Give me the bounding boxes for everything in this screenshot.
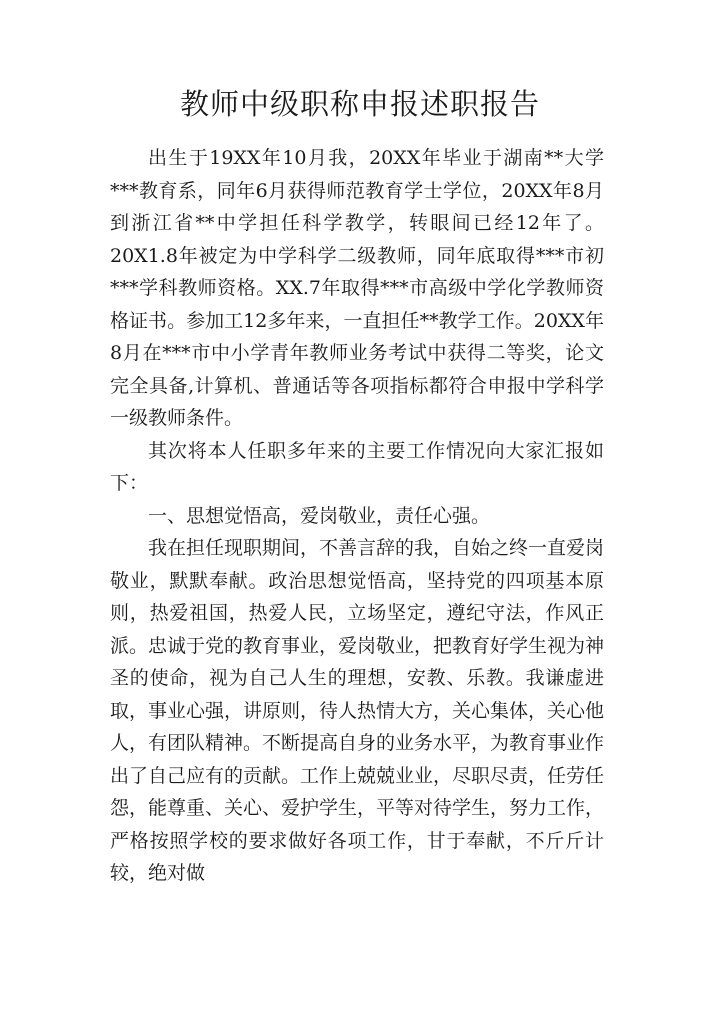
paragraph-background: 出生于19XX年10月我，20XX年毕业于湖南**大学***教育系，同年6月获得师范教育学士学位，20XX年8月到浙江省**中学担任科学教学，转眼间已经12年了。20X1.8年被定为中学科学二级教师，同年底取得***市初***学科教师资格。XX.7年取得***市高级中学化学教师资格证书。参加工12多年来，一直担任**教学工作。20XX年8月在***市中小学青年教师业务考试中获得二等奖，论文完全具备,计算机、普通话等各项指标都符合申报中学科学一级教师条件。 (110, 147, 604, 429)
paragraph-intro: 其次将本人任职多年来的主要工作情况向大家汇报如下： (110, 439, 604, 494)
section-heading-1: 一、思想觉悟高，爱岗敬业，责任心强。 (148, 504, 491, 527)
document-title: 教师中级职称申报述职报告 (179, 87, 540, 121)
document-body (110, 142, 604, 890)
paragraph-section-1: 我在担任现职期间，不善言辞的我，自始之终一直爱岗敬业，默默奉献。政治思想觉悟高，坚持党的四项基本原则，热爱祖国，热爱人民，立场坚定，遵纪守法，作风正派。忠诚于党的教育事业，爱岗敬业，把教育好学生视为神圣的使命，视为自己人生的理想，安教、乐教。我谦虚进取，事业心强，讲原则，待人热情大方，关心集体，关心他人，有团队精神。不断提高自身的业务水平，为教育事业作出了自己应有的贡献。工作上兢兢业业，尽职尽责，任劳任怨，能尊重、关心、爱护学生，平等对待学生，努力工作，严格按照学校的要求做好各项工作，甘于奉献，不斤斤计较，绝对做 (110, 537, 605, 884)
